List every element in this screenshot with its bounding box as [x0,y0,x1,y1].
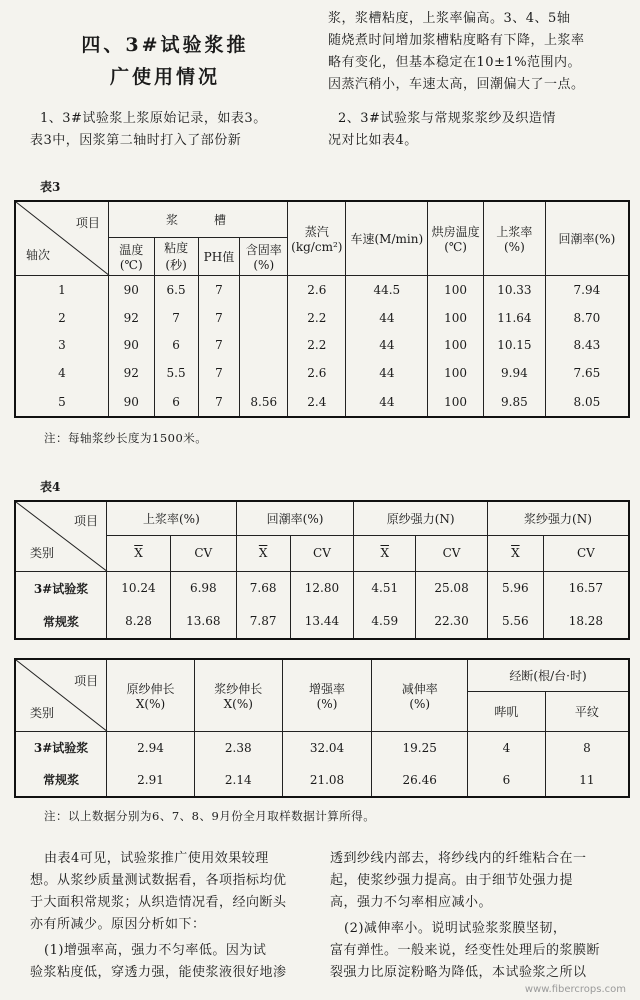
table4-sub-x: $\overline{X}$ [487,535,543,571]
table-row: 常规浆 2.91 2.14 21.08 26.46 6 11 [15,764,629,797]
right-line-3: 略有变化，但基本稳定在10±1%范围内。 [328,55,582,70]
table4-sub-cv: CV [543,535,629,571]
table4-sub-cv: CV [290,535,354,571]
bottom-left-line-4: 亦有所减少。原因分析如下： [30,917,206,932]
table3-sub-viscosity: 粘度(秒) [154,237,198,275]
right-line-5: 2、3#试验浆与常规浆浆纱及织造情 [338,111,556,126]
table4-caption: 表4 [40,480,61,494]
table5 [14,658,630,798]
table5-header-elong-loss: 减伸率 (%) [372,659,468,731]
table4-sub-x: $\overline{X}$ [107,535,171,571]
right-line-1: 浆，浆槽粘度，上浆率偏高。3、4、5轴 [328,11,571,26]
table5-header-raw-elong: 原纱伸长 X(%) [107,659,195,731]
table3-corner-bottom: 轴次 [26,247,51,262]
table-row: 常规浆 8.28 13.68 7.87 13.44 4.59 22.30 5.56 18.28 [15,605,629,639]
table4-group-regain: 回潮率(%) [236,501,354,535]
table3-sub-ph: PH值 [198,237,240,275]
table-row: 3 90 6 7 2.2 44 100 10.15 8.43 [15,332,629,360]
bottom-left-line-1: 由表4可见，试验浆推广使用效果较理 [44,851,269,866]
table5-header-sized-elong: 浆纱伸长 X(%) [194,659,282,731]
table3-header-oven: 烘房温度(℃) [428,201,484,275]
right-line-2: 随烧煮时间增加浆槽粘度略有下降，上浆率 [328,33,585,48]
section-heading-line2: 广使用情况 [109,66,220,88]
table4 [14,500,630,640]
table-row: 2 92 7 7 2.2 44 100 11.64 8.70 [15,304,629,332]
table3-header-steam: 蒸汽(kg/cm²) [288,201,346,275]
table4-group-sizing: 上浆率(%) [107,501,237,535]
bottom-right-line-5: 富有弹性。一般来说，经变性处理后的浆膜断 [330,943,601,958]
table3-header-regain: 回潮率(%) [545,201,629,275]
table4-corner-top: 项目 [74,514,99,528]
bottom-right-line-2: 起，使浆纱强力提高。由于细节处强力提 [330,873,574,888]
table-row: 4 92 5.5 7 2.6 44 100 9.94 7.65 [15,359,629,387]
watermark: www.fibercrops.com [524,984,626,995]
table5-sub-plain: 平纹 [545,691,629,731]
bottom-left-line-5: (1)增强率高，强力不匀率低。因为试 [44,943,267,958]
table4-sub-cv: CV [170,535,236,571]
section-heading-line1: 四、3#试验浆推 [81,34,249,56]
right-line-6: 况对比如表4。 [328,133,418,148]
intro-line-2: 表3中，因浆第二轴时打入了部份新 [30,133,242,148]
table5-corner-bottom: 类别 [30,705,55,720]
table-row: 3#试验浆 2.94 2.38 32.04 19.25 4 8 [15,731,629,764]
bottom-right-line-3: 高，强力不匀率相应减小。 [330,895,493,910]
table4-sub-x: $\overline{X}$ [354,535,416,571]
table-row: 5 90 6 7 8.56 2.4 44 100 9.85 8.05 [15,387,629,417]
table3-sub-temp: 温度(℃) [108,237,154,275]
table4-sub-x: $\overline{X}$ [236,535,290,571]
table-row: 3#试验浆 10.24 6.98 7.68 12.80 4.51 25.08 5.96 16.57 [15,571,629,605]
table3 [14,200,630,418]
table3-corner [15,201,108,275]
bottom-right-line-6: 裂强力比原淀粉略为降低，本试验浆之所以 [330,965,587,980]
table5-note: 注：以上数据分别为6、7、8、9月份全月取样数据计算所得。 [44,809,376,823]
bottom-left-line-2: 想。从浆纱质量测试数据看，各项指标均优 [30,873,287,888]
bottom-left-line-3: 于大面积常规浆；从织造情况看，经向断头 [30,895,287,910]
table4-group-raw-strength: 原纱强力(N) [354,501,488,535]
table4-sub-cv: CV [416,535,488,571]
table5-header-warp-breaks: 经断(根/台·时) [468,659,629,691]
table4-group-sized-strength: 浆纱强力(N) [487,501,629,535]
table3-sub-solids: 含固率(%) [240,237,288,275]
table3-header-sizing: 上浆率(%) [484,201,546,275]
table5-sub-serge: 哔叽 [468,691,546,731]
table-row: 1 90 6.5 7 2.6 44.5 100 10.33 7.94 [15,275,629,304]
right-line-4: 因蒸汽稍小，车速太高，回潮偏大了一点。 [328,77,585,92]
bottom-right-line-1: 透到纱线内部去，将纱线内的纤维粘合在一 [330,851,587,866]
table3-group-header: 浆 槽 [108,201,287,237]
intro-line-1: 1、3#试验浆上浆原始记录，如表3。 [40,111,267,126]
table3-caption: 表3 [40,180,61,194]
table5-header-strength-gain: 增强率 (%) [282,659,372,731]
bottom-right-line-4: (2)减伸率小。说明试验浆浆膜坚韧， [344,921,567,936]
table5-diagonal [16,660,108,732]
table4-corner-bottom: 类别 [30,545,55,560]
table3-corner-top: 项目 [75,216,100,230]
table5-corner [15,659,107,731]
table3-note: 注：每轴浆纱长度为1500米。 [44,431,208,445]
table5-corner-top: 项目 [74,674,99,688]
table3-header-speed: 车速(M/min) [346,201,428,275]
table4-corner [15,501,107,571]
bottom-left-line-6: 验浆粘度低，穿透力强，能使浆液很好地渗 [30,965,287,980]
